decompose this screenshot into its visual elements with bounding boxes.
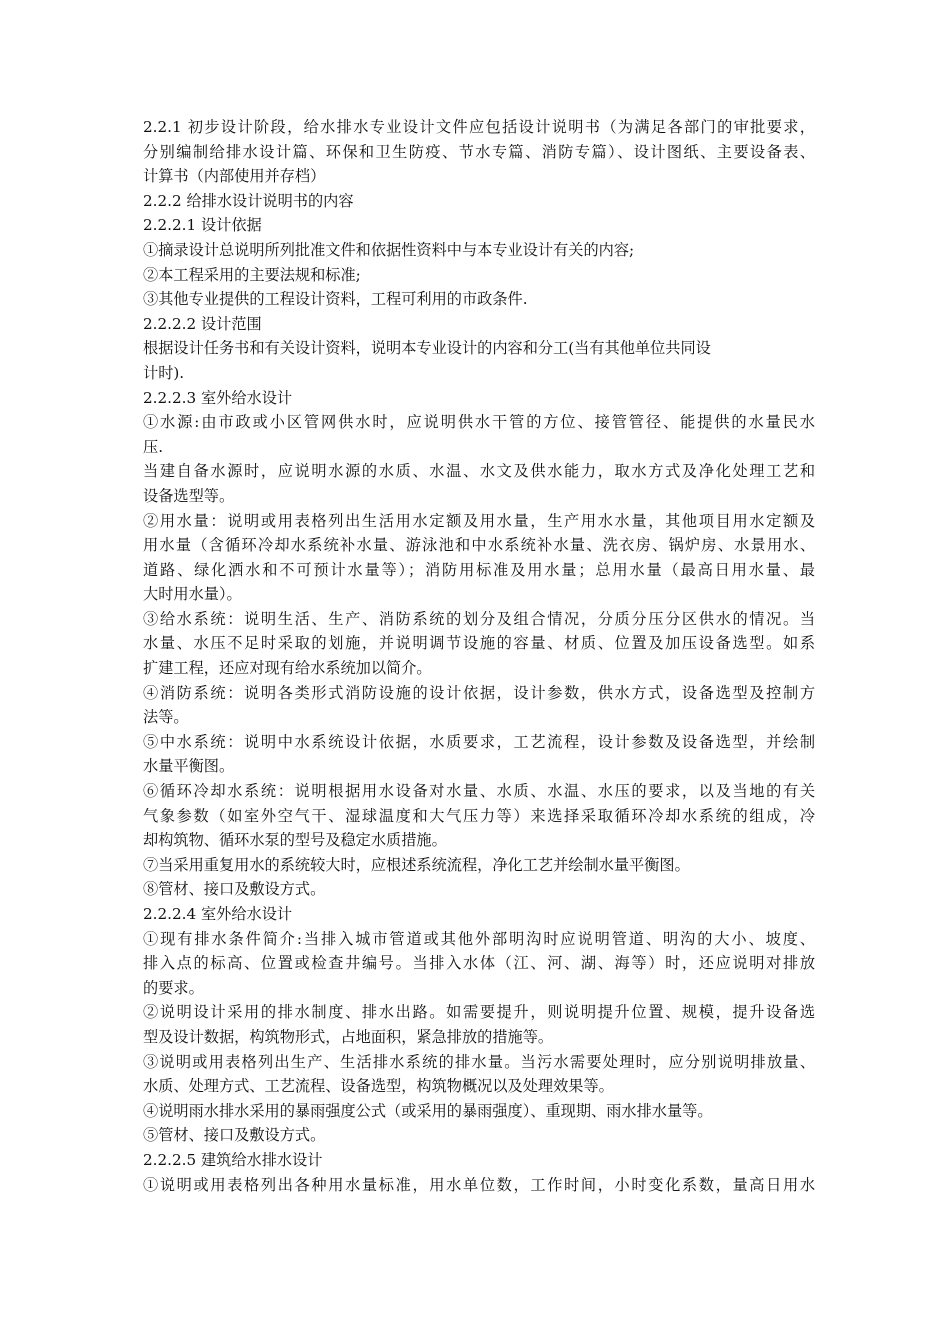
text-line: 分别编制给排水设计篇、环保和卫生防疫、节水专篇、消防专篇）、设计图纸、主要设备表、 bbox=[143, 142, 815, 161]
text-line: 的要求。 bbox=[143, 978, 204, 997]
text-line: ②用水量：说明或用表格列出生活用水定额及用水量，生产用水水量，其他项目用水定额及 bbox=[143, 511, 815, 530]
text-line: ④消防系统：说明各类形式消防设施的设计依据，设计参数，供水方式，设备选型及控制方 bbox=[143, 683, 815, 702]
text-line: 道路、绿化洒水和不可预计水量等）；消防用标准及用水量；总用水量（最高日用水量、最 bbox=[143, 560, 815, 579]
text-line: ①现有排水条件简介:当排入城市管道或其他外部明沟时应说明管道、明沟的大小、坡度、 bbox=[143, 929, 815, 948]
text-line: 大时用水量）。 bbox=[143, 585, 242, 604]
text-line: 型及设计数据，构筑物形式，占地面积，紧急排放的措施等。 bbox=[143, 1027, 554, 1046]
text-line: ①说明或用表格列出各种用水量标准，用水单位数，工作时间，小时变化系数，量高日用水 bbox=[143, 1175, 815, 1194]
text-line: ⑤中水系统：说明中水系统设计依据，水质要求，工艺流程，设计参数及设备选型，并绘制 bbox=[143, 732, 815, 751]
document-page bbox=[143, 115, 815, 1197]
text-line: 排入点的标高、位置或检查井编号。当排入水体（江、河、湖、海等）时，还应说明对排放 bbox=[143, 954, 815, 973]
text-line: 气象参数（如室外空气干、湿球温度和大气压力等）来选择采取循环冷却水系统的组成，冷 bbox=[143, 806, 815, 825]
text-line: 水量、水压不足时采取的划施，并说明调节设施的容量、材质、位置及加压设备选型。如系 bbox=[143, 634, 815, 653]
text-line: 计时). bbox=[143, 363, 185, 382]
text-line: 计算书（内部使用并存档） bbox=[143, 167, 326, 186]
text-line: ②说明设计采用的排水制度、排水出路。如需要提升，则说明提升位置、规模，提升设备选 bbox=[143, 1003, 815, 1022]
text-line: 2.2.2 给排水设计说明书的内容 bbox=[143, 191, 354, 210]
text-line: 设备选型等。 bbox=[143, 486, 235, 505]
text-line: ⑤管材、接口及敷设方式。 bbox=[143, 1126, 326, 1145]
text-line: ①摘录设计总说明所列批准文件和依据性资料中与本专业设计有关的内容; bbox=[143, 240, 635, 259]
text-line: ②本工程采用的主要法规和标准; bbox=[143, 265, 361, 284]
text-line: 2.2.2.5 建筑给水排水设计 bbox=[143, 1150, 323, 1169]
text-line: ①水源:由市政或小区管网供水时，应说明供水干管的方位、接管管径、能提供的水量民水 bbox=[143, 413, 815, 432]
text-line: 根据设计任务书和有关设计资料，说明本专业设计的内容和分工(当有其他单位共同设 bbox=[143, 339, 711, 358]
text-line: 2.2.2.2 设计范围 bbox=[143, 314, 262, 333]
text-line: 却构筑物、循环水泵的型号及稳定水质措施。 bbox=[143, 831, 447, 850]
text-line: ③其他专业提供的工程设计资料，工程可利用的市政条件. bbox=[143, 290, 528, 309]
text-line: 用水量（含循环冷却水系统补水量、游泳池和中水系统补水量、洗衣房、锅炉房、水景用水、 bbox=[143, 536, 815, 555]
text-line: ⑥循环冷却水系统：说明根据用水设备对水量、水质、水温、水压的要求，以及当地的有关 bbox=[143, 782, 815, 801]
text-line: 法等。 bbox=[143, 708, 189, 727]
text-line: 水质、处理方式、工艺流程、设备选型，构筑物概况以及处理效果等。 bbox=[143, 1077, 614, 1096]
text-line: 扩建工程，还应对现有给水系统加以简介。 bbox=[143, 659, 432, 678]
text-line: 2.2.2.3 室外给水设计 bbox=[143, 388, 293, 407]
text-line: ③给水系统：说明生活、生产、消防系统的划分及组合情况，分质分压分区供水的情况。当 bbox=[143, 609, 815, 628]
text-line: 2.2.2.4 室外给水设计 bbox=[143, 905, 293, 923]
text-line: 当建自备水源时，应说明水源的水质、水温、水文及供水能力，取水方式及净化处理工艺和 bbox=[143, 462, 815, 481]
text-line: 2.2.2.1 设计依据 bbox=[143, 216, 262, 235]
text-line: 水量平衡图。 bbox=[143, 757, 235, 776]
text-line: ③说明或用表格列出生产、生活排水系统的排水量。当污水需要处理时，应分别说明排放量、 bbox=[143, 1052, 815, 1071]
text-line: ⑧管材、接口及敷设方式。 bbox=[143, 880, 326, 899]
text-line: ④说明雨水排水采用的暴雨强度公式（或采用的暴雨强度）、重现期、雨水排水量等。 bbox=[143, 1101, 713, 1120]
text-line: 压. bbox=[143, 437, 164, 456]
text-line: 2.2.1 初步设计阶段，给水排水专业设计文件应包括设计说明书（为满足各部门的审批要求， bbox=[143, 118, 815, 136]
text-line: ⑦当采用重复用水的系统较大时，应根述系统流程，净化工艺并绘制水量平衡图。 bbox=[143, 855, 690, 874]
